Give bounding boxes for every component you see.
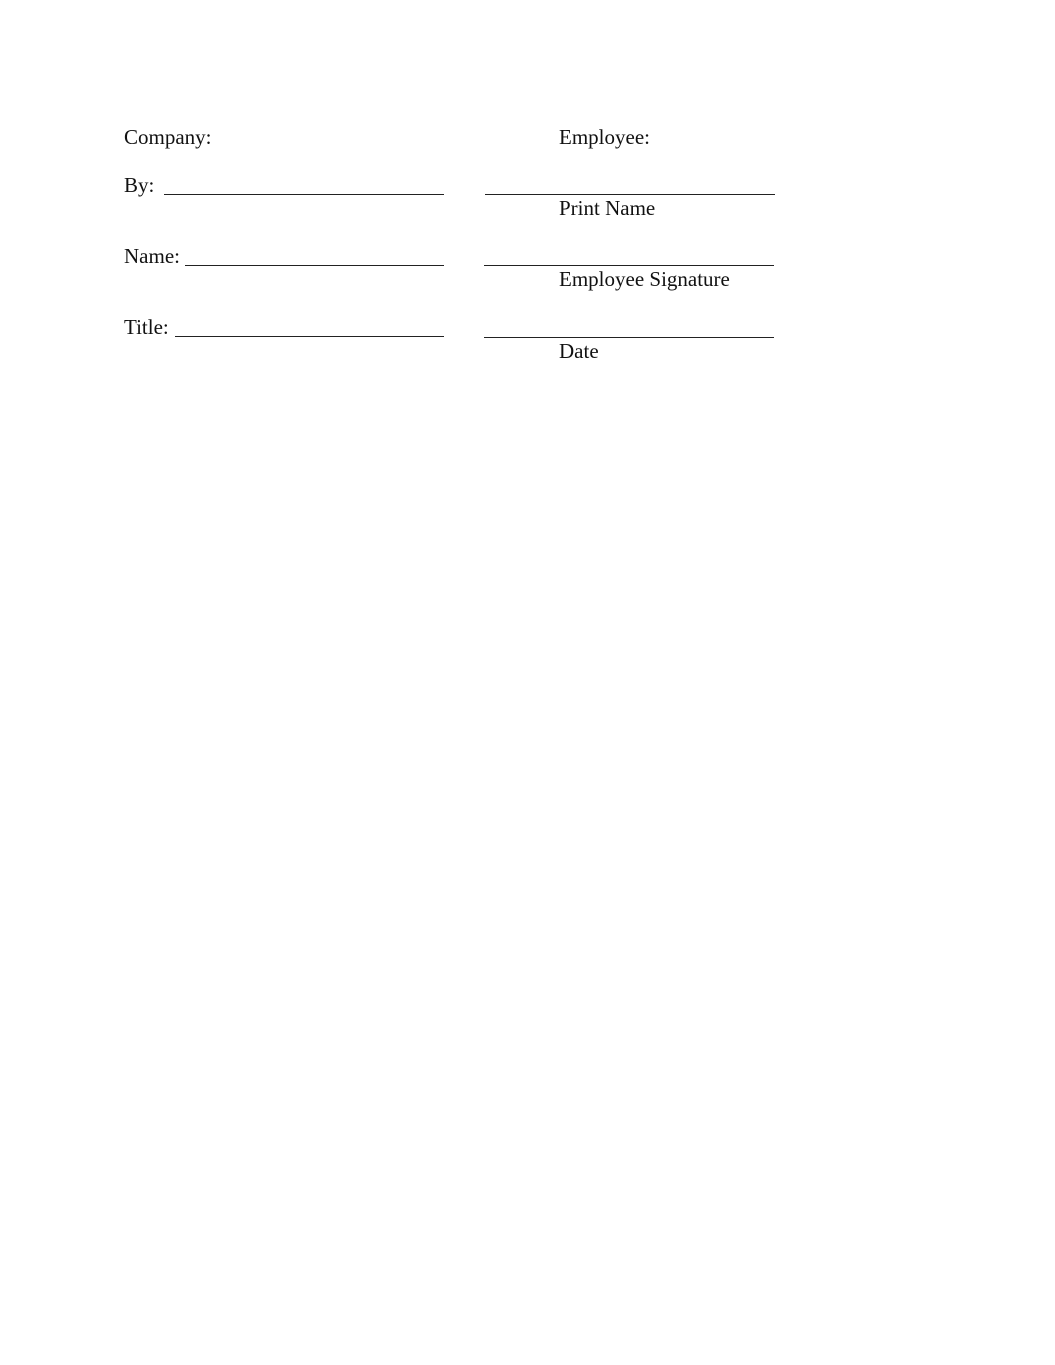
employee-date-line[interactable]	[484, 337, 774, 338]
company-name-label: Name:	[124, 244, 180, 268]
employee-heading: Employee:	[559, 125, 650, 149]
employee-signature-caption: Employee Signature	[559, 267, 730, 291]
company-by-signature-line[interactable]	[164, 194, 444, 195]
employee-print-name-caption: Print Name	[559, 196, 656, 220]
employee-signature-line[interactable]	[484, 265, 774, 266]
company-title-line[interactable]	[175, 336, 444, 337]
employee-print-name-line[interactable]	[485, 194, 775, 195]
company-by-label: By:	[124, 173, 155, 197]
company-name-line[interactable]	[185, 265, 444, 266]
employee-date-caption: Date	[559, 339, 599, 363]
company-title-label: Title:	[124, 315, 169, 339]
company-heading: Company:	[124, 125, 212, 149]
